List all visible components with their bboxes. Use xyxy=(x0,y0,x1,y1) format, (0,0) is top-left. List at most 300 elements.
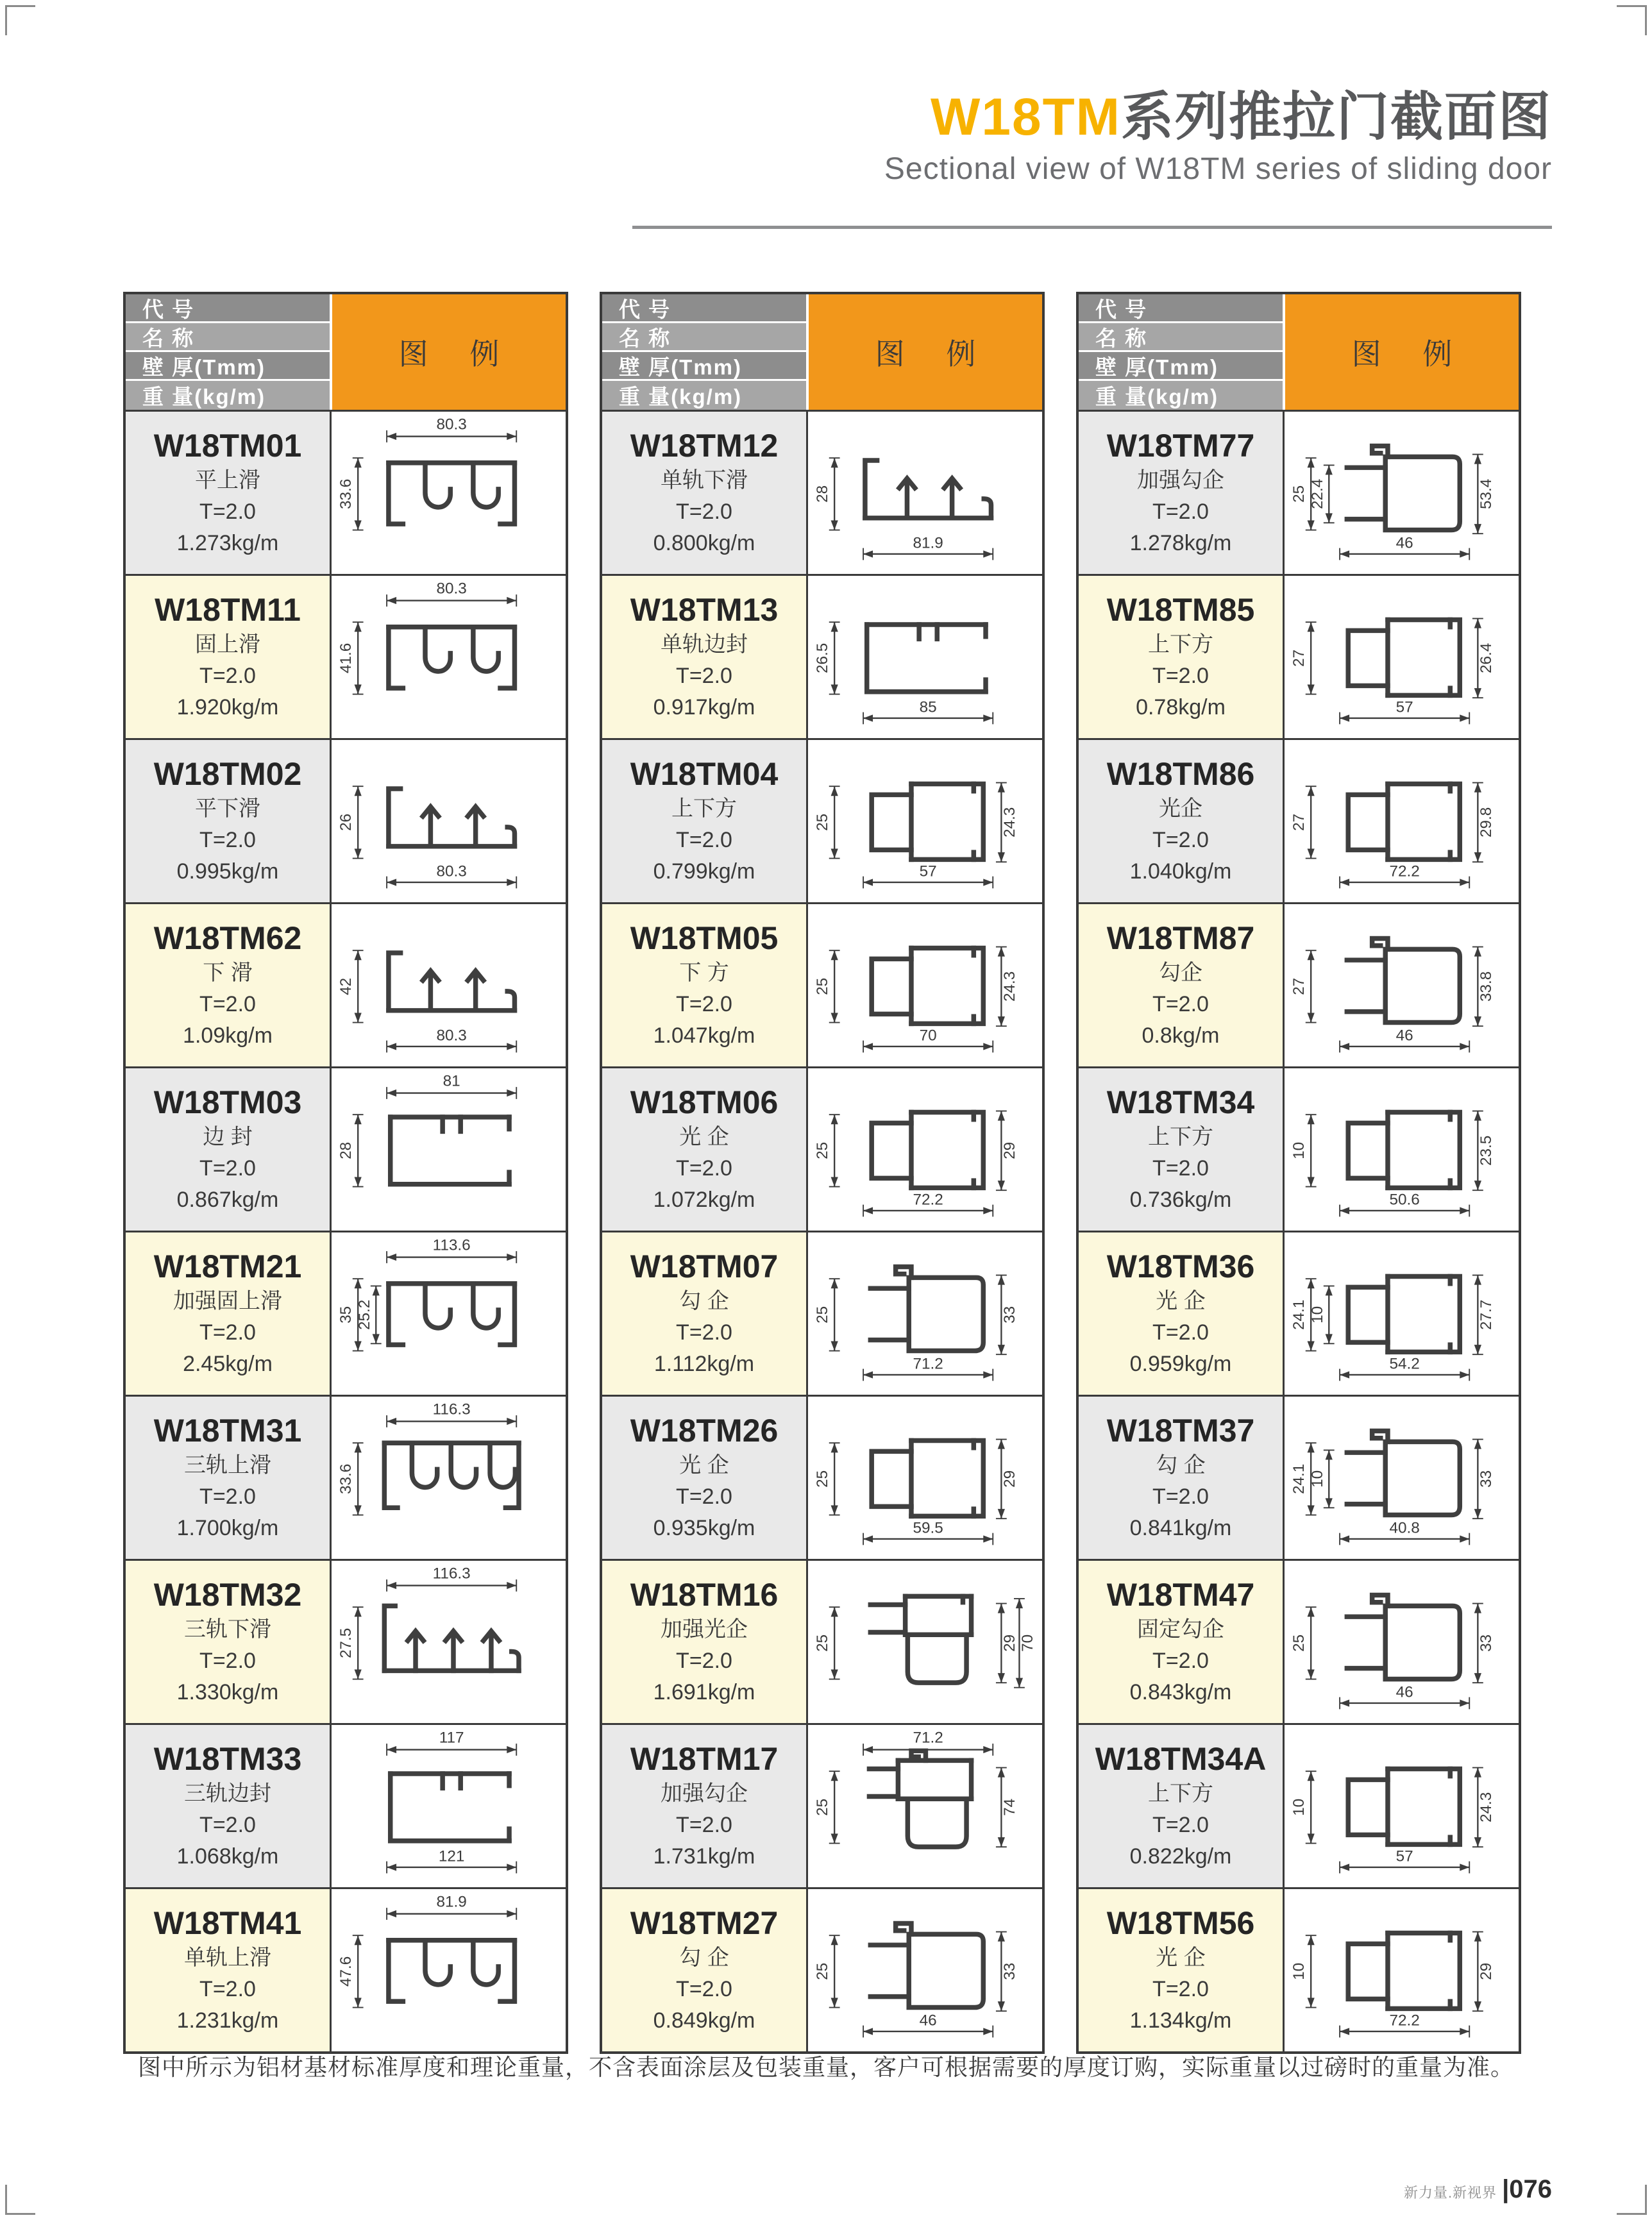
profile-drawing xyxy=(1285,412,1519,574)
row-drawing-cell xyxy=(330,1889,566,2051)
profile-name: 光 企 xyxy=(1156,1945,1206,1970)
row-label-cell xyxy=(602,1232,806,1395)
profile-drawing xyxy=(808,1889,1042,2051)
profile-drawing xyxy=(332,412,566,574)
header-row-1: 代 号 xyxy=(602,294,806,323)
dim-arrow xyxy=(355,849,362,859)
profile-shape xyxy=(391,1117,509,1184)
profile-drawing xyxy=(808,1561,1042,1723)
profile-shape xyxy=(1348,1123,1388,1178)
dim-arrow xyxy=(831,1607,838,1617)
profile-shape xyxy=(468,971,483,1011)
profile-drawing xyxy=(1285,1068,1519,1231)
dim-arrow xyxy=(863,2028,873,2035)
dim-label: 80.3 xyxy=(436,862,467,880)
dim-arrow xyxy=(831,1443,838,1452)
profile-code: W18TM07 xyxy=(630,1248,779,1284)
dim-label: 70 xyxy=(1019,1634,1037,1652)
profile-code: W18TM47 xyxy=(1106,1576,1255,1613)
dim-arrow xyxy=(355,786,362,796)
dim-label: 47.6 xyxy=(337,1956,355,1987)
dim-arrow xyxy=(831,1177,838,1187)
table-row xyxy=(602,574,1042,738)
row-drawing-cell xyxy=(330,904,566,1066)
row-drawing-cell xyxy=(330,1232,566,1395)
dim-arrow xyxy=(507,1910,516,1917)
profile-thickness: T=2.0 xyxy=(1152,1320,1209,1345)
profile-thickness: T=2.0 xyxy=(1152,499,1209,524)
dim-arrow xyxy=(1460,1863,1469,1871)
dim-arrow xyxy=(998,1111,1005,1121)
dim-label: 57 xyxy=(919,862,937,880)
dim-arrow xyxy=(831,1114,838,1124)
dim-arrow xyxy=(1474,524,1481,534)
profile-shape xyxy=(473,1284,498,1328)
profile-table-3 xyxy=(1076,292,1521,2054)
profile-shape xyxy=(1372,939,1388,950)
dim-label: 113.6 xyxy=(432,1236,471,1254)
dim-arrow xyxy=(863,714,873,721)
profile-code: W18TM11 xyxy=(155,591,301,628)
legend-header: 图 例 xyxy=(330,294,566,410)
table-row xyxy=(602,1395,1042,1559)
dim-arrow xyxy=(387,1043,396,1050)
profile-shape xyxy=(867,625,986,692)
row-drawing-cell xyxy=(1283,1561,1519,1723)
dim-label: 71.2 xyxy=(913,1729,943,1747)
dim-arrow xyxy=(1340,550,1349,557)
profile-weight: 0.959kg/m xyxy=(1129,1352,1232,1377)
dim-label: 33 xyxy=(1000,1306,1018,1324)
profile-thickness: T=2.0 xyxy=(199,1648,256,1673)
table-row xyxy=(602,1887,1042,2051)
profile-code: W18TM31 xyxy=(153,1412,302,1449)
dim-arrow xyxy=(507,1043,516,1050)
dim-arrow xyxy=(983,1746,993,1753)
dim-arrow xyxy=(1474,2001,1481,2011)
profile-name: 三轨边封 xyxy=(184,1781,271,1806)
profile-thickness: T=2.0 xyxy=(199,1484,256,1509)
profile-code: W18TM05 xyxy=(630,920,779,956)
dim-arrow xyxy=(1460,1535,1469,1542)
profile-thickness: T=2.0 xyxy=(1152,827,1209,852)
dim-arrow xyxy=(831,1998,838,2008)
profile-shape xyxy=(909,1277,983,1350)
profile-weight: 1.273kg/m xyxy=(176,531,279,556)
profile-thickness: T=2.0 xyxy=(199,499,256,524)
table-row xyxy=(602,902,1042,1066)
profile-shape xyxy=(911,1112,983,1188)
dim-arrow xyxy=(831,685,838,694)
header-label-stack xyxy=(602,294,806,410)
dim-label: 46 xyxy=(1395,534,1413,552)
dim-label: 80.3 xyxy=(436,416,467,433)
dim-label: 33.6 xyxy=(337,478,355,510)
row-label-cell xyxy=(126,1397,330,1559)
profile-code: W18TM01 xyxy=(153,427,302,464)
dim-arrow xyxy=(998,1768,1005,1778)
dim-arrow xyxy=(998,1016,1005,1026)
dim-arrow xyxy=(1460,1699,1469,1706)
profile-code: W18TM85 xyxy=(1106,591,1255,628)
dim-label: 27 xyxy=(1290,813,1308,831)
dim-arrow xyxy=(983,1207,993,1214)
dim-label: 35 xyxy=(337,1306,355,1324)
profile-code: W18TM03 xyxy=(153,1084,302,1120)
dim-arrow xyxy=(1308,1607,1315,1617)
dim-label: 33.8 xyxy=(1477,971,1495,1002)
row-label-cell xyxy=(1079,1889,1283,2051)
dim-arrow xyxy=(1474,1509,1481,1518)
header-label-stack xyxy=(126,294,330,410)
dim-label: 28 xyxy=(337,1141,355,1159)
profile-shape xyxy=(896,1924,911,1935)
profile-weight: 1.700kg/m xyxy=(176,1516,279,1541)
dim-arrow xyxy=(507,597,516,604)
profile-name: 固上滑 xyxy=(195,632,260,657)
dim-arrow xyxy=(1460,2028,1469,2035)
profile-weight: 2.45kg/m xyxy=(183,1352,273,1377)
dim-arrow xyxy=(387,879,396,886)
dim-arrow xyxy=(355,1341,362,1351)
profile-drawing xyxy=(808,1232,1042,1395)
dim-arrow xyxy=(831,950,838,960)
table-row xyxy=(602,1723,1042,1887)
dim-arrow xyxy=(983,550,993,557)
header-row-3: 壁 厚(Tmm) xyxy=(126,352,330,381)
crop-mark-top-left xyxy=(5,5,35,35)
dim-label: 25 xyxy=(1290,1634,1308,1652)
profile-drawing xyxy=(332,576,566,738)
profile-shape xyxy=(412,1443,437,1487)
dim-arrow xyxy=(1308,458,1315,467)
profile-shape xyxy=(1385,1442,1460,1515)
brand-text: 新力量.新视界 xyxy=(1403,2185,1497,2201)
profile-shape xyxy=(507,991,514,1011)
row-label-cell xyxy=(126,412,330,574)
header-row-2: 名 称 xyxy=(602,323,806,352)
dim-label: 81.9 xyxy=(913,534,943,552)
dim-label: 10 xyxy=(1290,1798,1308,1816)
profile-thickness: T=2.0 xyxy=(199,1976,256,2001)
row-label-cell xyxy=(1079,904,1283,1066)
profile-name: 单轨边封 xyxy=(661,632,748,657)
profile-shape xyxy=(425,463,450,507)
row-label-cell xyxy=(1079,1068,1283,1231)
profile-drawing xyxy=(332,1561,566,1723)
dim-arrow xyxy=(1474,1440,1481,1449)
row-drawing-cell xyxy=(330,576,566,738)
dim-arrow xyxy=(355,622,362,632)
row-drawing-cell xyxy=(806,1232,1042,1395)
header-row-4: 重 量(kg/m) xyxy=(1079,381,1283,410)
profile-name: 加强固上滑 xyxy=(173,1288,282,1313)
profile-weight: 1.134kg/m xyxy=(1129,2008,1232,2033)
crop-mark-top-right xyxy=(1617,5,1647,35)
dim-arrow xyxy=(1340,1535,1349,1542)
profile-drawing xyxy=(1285,1397,1519,1559)
header-row-4: 重 量(kg/m) xyxy=(602,381,806,410)
profile-shape xyxy=(391,1774,509,1841)
profile-code: W18TM86 xyxy=(1106,755,1255,792)
dim-label: 116.3 xyxy=(432,1400,471,1418)
dim-arrow xyxy=(1308,1670,1315,1679)
dim-arrow xyxy=(507,1863,516,1871)
profile-shape xyxy=(451,1443,476,1487)
dim-arrow xyxy=(863,1371,873,1378)
dim-arrow xyxy=(831,1279,838,1288)
profile-shape xyxy=(1388,1276,1460,1352)
profile-weight: 1.068kg/m xyxy=(176,1844,279,1869)
profile-code: W18TM26 xyxy=(630,1412,779,1449)
profile-shape xyxy=(1388,1112,1460,1188)
dim-arrow xyxy=(1474,947,1481,957)
row-drawing-cell xyxy=(1283,1889,1519,2051)
profile-shape xyxy=(384,1443,398,1508)
dim-arrow xyxy=(1460,1207,1469,1214)
page-title xyxy=(884,90,1552,145)
dim-label: 121 xyxy=(438,1847,465,1865)
row-label-cell xyxy=(602,1068,806,1231)
dim-label: 10 xyxy=(1308,1306,1326,1324)
dim-arrow xyxy=(998,852,1005,862)
row-label-cell xyxy=(126,1725,330,1887)
profile-shape xyxy=(500,1940,514,2001)
dim-label: 29 xyxy=(1000,1470,1018,1488)
row-drawing-cell xyxy=(330,740,566,902)
dim-arrow xyxy=(1340,879,1349,886)
dim-label: 25 xyxy=(813,1798,831,1816)
profile-shape xyxy=(1348,1779,1388,1835)
dim-arrow xyxy=(1308,950,1315,960)
profile-drawing xyxy=(332,740,566,902)
dim-label: 116.3 xyxy=(432,1565,471,1583)
legend-header: 图 例 xyxy=(1283,294,1519,410)
profile-name: 平下滑 xyxy=(195,796,260,821)
title-rule xyxy=(632,226,1552,229)
profile-shape xyxy=(872,1123,911,1178)
profile-thickness: T=2.0 xyxy=(1152,1976,1209,2001)
profile-name: 边 封 xyxy=(203,1124,253,1149)
profile-code: W18TM06 xyxy=(630,1084,779,1120)
dim-arrow xyxy=(1340,1207,1349,1214)
dim-arrow xyxy=(355,1013,362,1023)
profile-shape xyxy=(473,463,498,507)
dim-label: 117 xyxy=(439,1729,464,1747)
profile-code: W18TM56 xyxy=(1106,1905,1255,1941)
profile-shape xyxy=(872,959,911,1014)
row-drawing-cell xyxy=(806,904,1042,1066)
header-row-2: 名 称 xyxy=(126,323,330,352)
dim-label: 29 xyxy=(1000,1141,1018,1159)
profile-weight: 1.330kg/m xyxy=(176,1680,279,1705)
profile-drawing xyxy=(1285,1889,1519,2051)
table-row xyxy=(126,902,566,1066)
dim-arrow xyxy=(387,597,396,604)
profile-weight: 0.995kg/m xyxy=(176,859,279,884)
profile-drawing xyxy=(808,412,1042,574)
table-row xyxy=(602,410,1042,574)
dim-label: 29 xyxy=(1477,1962,1495,1980)
row-drawing-cell xyxy=(1283,576,1519,738)
dim-label: 72.2 xyxy=(1389,2012,1420,2030)
dim-label: 29 xyxy=(1000,1634,1018,1652)
dim-arrow xyxy=(1308,1935,1315,1945)
dim-arrow xyxy=(373,1334,380,1343)
row-drawing-cell xyxy=(1283,740,1519,902)
row-drawing-cell xyxy=(806,1561,1042,1723)
dim-label: 72.2 xyxy=(913,1191,943,1209)
dim-arrow xyxy=(507,433,516,440)
dim-arrow xyxy=(863,1746,873,1753)
dim-arrow xyxy=(831,1834,838,1844)
profile-drawing xyxy=(1285,904,1519,1066)
dim-label: 10 xyxy=(1290,1141,1308,1159)
profile-thickness: T=2.0 xyxy=(676,1320,732,1345)
page-number: |076 xyxy=(1502,2175,1552,2203)
page-subtitle: Sectional view of W18TM series of sliding door xyxy=(884,152,1552,187)
dim-arrow xyxy=(355,1935,362,1945)
table-row xyxy=(126,1723,566,1887)
profile-drawing xyxy=(808,576,1042,738)
table-row xyxy=(602,1231,1042,1395)
profile-thickness: T=2.0 xyxy=(199,991,256,1016)
dim-arrow xyxy=(387,1089,396,1097)
dim-arrow xyxy=(1326,513,1333,523)
dim-arrow xyxy=(1308,622,1315,632)
header-row-2: 名 称 xyxy=(1079,323,1283,352)
profile-code: W18TM21 xyxy=(153,1248,302,1284)
profile-name: 平上滑 xyxy=(195,467,260,492)
dim-arrow xyxy=(1308,786,1315,796)
dim-label: 50.6 xyxy=(1389,1191,1420,1209)
dim-arrow xyxy=(831,1935,838,1945)
profile-shape xyxy=(389,953,401,1011)
row-label-cell xyxy=(1079,576,1283,738)
dim-arrow xyxy=(1474,1275,1481,1285)
dim-label: 24.1 xyxy=(1290,1299,1308,1331)
dim-arrow xyxy=(831,1670,838,1679)
profile-shape xyxy=(911,784,983,859)
profile-name: 光 企 xyxy=(679,1124,729,1149)
profile-name: 光 企 xyxy=(679,1452,729,1477)
profile-shape xyxy=(500,463,514,524)
profile-shape xyxy=(423,971,438,1011)
table-row xyxy=(126,410,566,574)
dim-arrow xyxy=(998,783,1005,793)
dim-label: 26.4 xyxy=(1477,643,1495,674)
row-label-cell xyxy=(126,1232,330,1395)
row-drawing-cell xyxy=(330,1725,566,1887)
profile-drawing xyxy=(1285,1725,1519,1887)
dim-label: 46 xyxy=(1395,1027,1413,1045)
table-row xyxy=(602,738,1042,902)
dim-arrow xyxy=(1308,1013,1315,1023)
dim-arrow xyxy=(863,879,873,886)
profile-weight: 1.040kg/m xyxy=(1129,859,1232,884)
dim-label: 29.8 xyxy=(1477,807,1495,838)
dim-label: 25 xyxy=(813,977,831,995)
table-header xyxy=(602,294,1042,410)
footer-note: 图中所示为铝材基材标准厚度和理论重量，不含表面涂层及包装重量，客户可根据需要的厚度订购，实际重量以过磅时的重量为准。 xyxy=(137,2054,1514,2080)
profile-shape xyxy=(1372,1431,1388,1442)
dim-arrow xyxy=(1326,1498,1333,1508)
profile-drawing xyxy=(808,1397,1042,1559)
profile-shape xyxy=(468,807,483,846)
profile-thickness: T=2.0 xyxy=(199,1320,256,1345)
dim-arrow xyxy=(831,1771,838,1781)
dim-arrow xyxy=(983,2028,993,2035)
profile-code: W18TM33 xyxy=(153,1740,302,1777)
table-row xyxy=(1079,410,1519,574)
table-row xyxy=(602,1066,1042,1231)
profile-name: 加强光企 xyxy=(661,1617,748,1642)
dim-arrow xyxy=(387,433,396,440)
row-label-cell xyxy=(1079,1561,1283,1723)
dim-arrow xyxy=(1308,1114,1315,1124)
table-row xyxy=(1079,1887,1519,2051)
dim-label: 10 xyxy=(1308,1470,1326,1488)
dim-arrow xyxy=(1308,1998,1315,2008)
dim-arrow xyxy=(387,1254,396,1261)
dim-arrow xyxy=(1308,1341,1315,1351)
dim-arrow xyxy=(355,1114,362,1124)
row-label-cell xyxy=(126,1561,330,1723)
dim-arrow xyxy=(507,879,516,886)
profile-drawing xyxy=(808,740,1042,902)
dim-label: 42 xyxy=(337,977,355,995)
dim-arrow xyxy=(355,1177,362,1187)
dim-arrow xyxy=(998,1837,1005,1847)
profile-code: W18TM41 xyxy=(153,1905,302,1941)
profile-drawing xyxy=(332,1725,566,1887)
dim-label: 25 xyxy=(813,1634,831,1652)
table-row xyxy=(126,738,566,902)
dim-label: 25 xyxy=(813,1306,831,1324)
dim-label: 24.1 xyxy=(1290,1463,1308,1495)
profile-name: 单轨上滑 xyxy=(184,1945,271,1970)
dim-label: 22.4 xyxy=(1308,478,1326,510)
dim-arrow xyxy=(1340,2028,1349,2035)
dim-label: 80.3 xyxy=(436,580,467,598)
profile-shape xyxy=(425,1940,450,1985)
dim-label: 33 xyxy=(1477,1470,1495,1488)
dim-arrow xyxy=(387,1746,396,1753)
dim-label: 72.2 xyxy=(1389,862,1420,880)
profile-thickness: T=2.0 xyxy=(1152,1812,1209,1837)
row-label-cell xyxy=(126,1889,330,2051)
dim-label: 25 xyxy=(813,1141,831,1159)
profile-code: W18TM16 xyxy=(630,1576,779,1613)
table-row xyxy=(126,1559,566,1723)
table-row xyxy=(1079,1395,1519,1559)
dim-arrow xyxy=(1474,783,1481,793)
profile-weight: 0.917kg/m xyxy=(653,695,755,720)
table-row xyxy=(1079,902,1519,1066)
legend-header: 图 例 xyxy=(806,294,1042,410)
row-drawing-cell xyxy=(1283,904,1519,1066)
dim-label: 80.3 xyxy=(436,1027,467,1045)
profile-code: W18TM02 xyxy=(153,755,302,792)
profile-shape xyxy=(1385,1606,1460,1679)
dim-label: 81 xyxy=(442,1072,460,1090)
dim-arrow xyxy=(1326,1286,1333,1295)
dim-arrow xyxy=(355,1998,362,2008)
profile-code: W18TM62 xyxy=(153,920,302,956)
dim-label: 41.6 xyxy=(337,643,355,674)
table-row xyxy=(126,1887,566,2051)
dim-label: 33 xyxy=(1477,1634,1495,1652)
